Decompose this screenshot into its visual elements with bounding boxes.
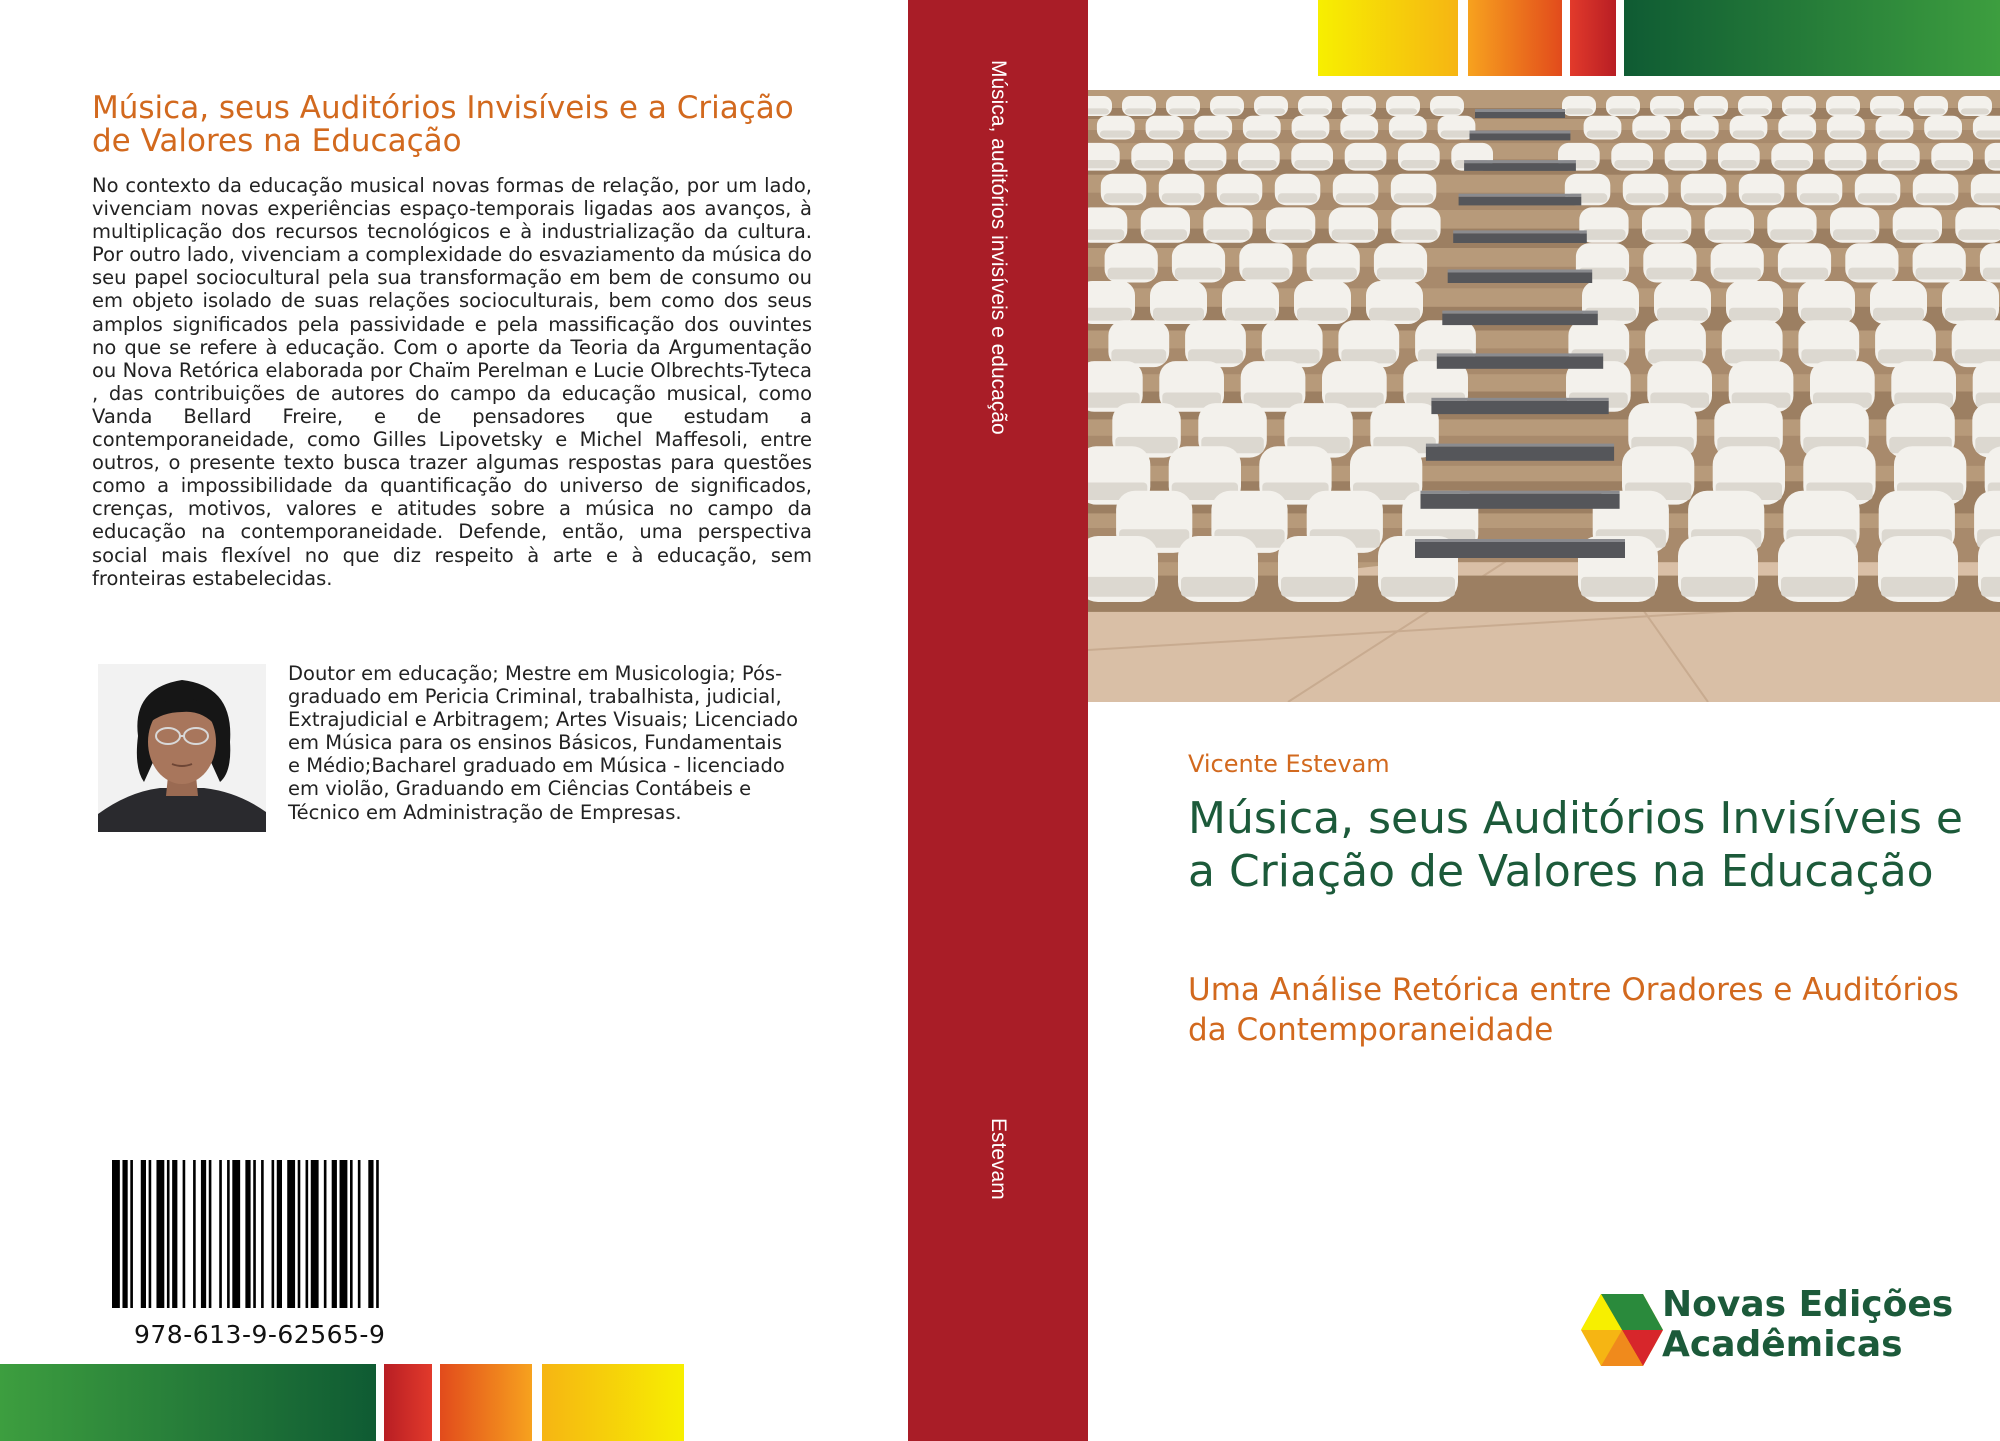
author-bio: Doutor em educação; Mestre em Musicologia; Pós-graduado em Pericia Criminal, trabalhista, judicial, Extrajudicial e Arbitragem; Artes Visuais; Licenciado em Música para os ensinos Básicos, Fundamentais e Médio;Bacharel graduado em Música - licenciado em violão, Graduando em Ciências Contábeis e Técnico em Administração de Empresas. <box>288 662 799 824</box>
back-cover-title: Música, seus Auditórios Invisíveis e a Criação de Valores na Educação <box>92 90 794 159</box>
publisher-name <box>1662 1285 1962 1365</box>
front-subtitle: Uma Análise Retórica entre Oradores e Auditórios da Contemporaneidade <box>1188 972 1959 1048</box>
back-cover-blurb: No contexto da educação musical novas formas de relação, por um lado, vivenciam novas experiências espaço-temporais ligadas aos avanços, à multiplicação dos recursos tecnológicos e à industrialização da cultura. Por outro lado, vivenciam a complexidade do esvaziamento da música do seu papel sociocultural pela sua transformação em bem de consumo ou em objeto isolado de suas relações socioculturais, bem como dos seus amplos significados pela passividade e pela massificação dos ouvintes no que se refere à educação. Com o aporte da Teoria da Argumentação ou Nova Retórica elaborada por Chaïm Perelman e Lucie Olbrechts-Tyteca , das contribuições de autores do campo da educação musical, como Vanda Bellard Freire, e de pensadores que estudam a contemporaneidade, como Gilles Lipovetsky e Michel Maffesoli, entre outros, o presente texto busca trazer algumas respostas para questões como a impossibilidade da quantificação do universo de significados, crenças, motivos, valores e atitudes sobre a música no campo da educação na contemporaneidade. Defende, então, uma perspectiva social mais flexível no que diz respeito à arte e à educação, sem fronteiras estabelecidas. <box>92 174 812 590</box>
back-color-stripes <box>0 1364 684 1441</box>
back-cover <box>0 0 908 1441</box>
spine-title: Música, auditórios invisíveis e educação <box>987 60 1010 435</box>
publisher-name-line1: Novas Edições <box>1662 1284 1954 1325</box>
amphitheater-seats-photo <box>1088 90 2000 702</box>
spine <box>908 0 1088 1441</box>
front-color-stripes <box>1318 0 2000 76</box>
hexagon-logo-icon <box>1579 1290 1665 1370</box>
isbn-number: 978-613-9-62565-9 <box>134 1320 386 1349</box>
spine-author: Estevam <box>987 1118 1010 1200</box>
publisher-name-line2: Acadêmicas <box>1662 1324 1903 1365</box>
isbn-barcode-icon <box>112 1160 384 1308</box>
front-title: Música, seus Auditórios Invisíveis e a Criação de Valores na Educação <box>1188 793 1963 897</box>
front-author: Vicente Estevam <box>1188 750 1390 778</box>
front-cover <box>1088 0 2000 1441</box>
author-portrait-icon <box>98 664 266 832</box>
author-photo <box>98 664 266 832</box>
